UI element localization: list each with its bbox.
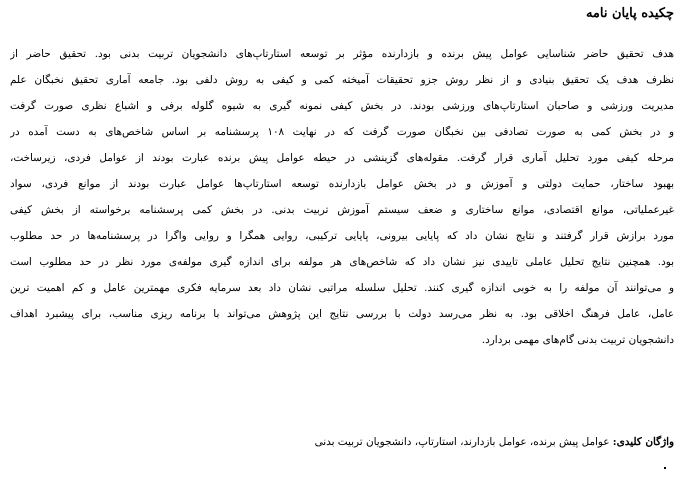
- abstract-line: عامل، عامل فرهنگ اخلاقی بود. به نظر می‌رسد دولت با بررسی نتایج این پژوهش می‌تواند با برنامه ریزی مناسب، برای پیشبرد اهداف: [10, 308, 674, 320]
- abstract-line: مرحله کیفی مورد تحلیل آماری قرار گرفت. مقوله‌های گزینشی در حیطه عوامل پیش برنده عبارت بودند از عوامل فردی، زیرساخت،: [10, 152, 674, 164]
- keywords-label: واژگان کلیدی:: [612, 436, 674, 448]
- abstract-body: [10, 41, 674, 353]
- abstract-line: دانشجویان تربیت بدنی گام‌های مهمی بردارد.: [481, 334, 674, 346]
- keywords-line: [10, 432, 674, 452]
- abstract-line: هدف تحقیق حاضر شناسایی عوامل پیش برنده و بازدارنده مؤثر بر توسعه استارتاپ‌های دانشجویان تربیت بدنی بود. تحقیق حاضر از: [10, 48, 674, 60]
- page-dot-mark: [664, 467, 666, 469]
- abstract-line: و می‌توانند آن مولفه را به خوبی اندازه گیری کنند. تحلیل سلسله مراتبی نشان داد بعد سرمایه فکری مهمترین عامل و کم اهمیت ترین: [10, 282, 674, 294]
- page-title: چکیده پایان نامه: [585, 6, 674, 21]
- abstract-line: بهبود ساختار، حمایت دولتی و آموزش و در بخش عوامل بازدارنده توسعه استارتاپ‌ها عوامل عبارت بودند از موانع فردی، سواد: [10, 178, 674, 190]
- abstract-line: نظرف هدف یک تحقیق بنیادی و از نظر روش جزو تحقیقات آمیخته کمی و کیفی به روش دلفی بود. جامعه آماری تحقیق نخبگان علم: [10, 74, 674, 86]
- abstract-line: بود. همچنین نتایج تحلیل عاملی تاییدی نیز نشان داد که شاخص‌های هر مولفه برای اندازه گیری مولفه‌ی مورد نظر در حد مطلوب است: [10, 256, 674, 268]
- abstract-line: و در بخش کمی به صورت تصادفی بین نخبگان صورت گرفت که در نهایت ۱۰۸ پرسشنامه بر اساس شاخص‌های به دست آمده در: [10, 126, 674, 138]
- abstract-line: مدیریت ورزشی و صاحبان استارتاپ‌های ورزشی بودند. در بخش کیفی نمونه گیری به شیوه گلوله برفی و اشباع نظری صورت گرفت: [10, 100, 674, 112]
- abstract-line: مورد برازش قرار گرفتند و نتایج نشان داد که پایایی بیرونی، پایایی ترکیبی، روایی همگرا و روایی واگرا در پرسشنامه‌ها در حد مطلوب: [10, 230, 674, 242]
- abstract-line: غیرعملیاتی، موانع اقتصادی، موانع ساختاری و ضعف سیستم آموزش تربیت بدنی. در بخش کمی پرسشنامه برخواسته از بخش کیفی: [10, 204, 674, 216]
- keywords-text: عوامل پیش برنده، عوامل بازدارند، استارتاپ، دانشجویان تربیت بدنی: [314, 436, 613, 448]
